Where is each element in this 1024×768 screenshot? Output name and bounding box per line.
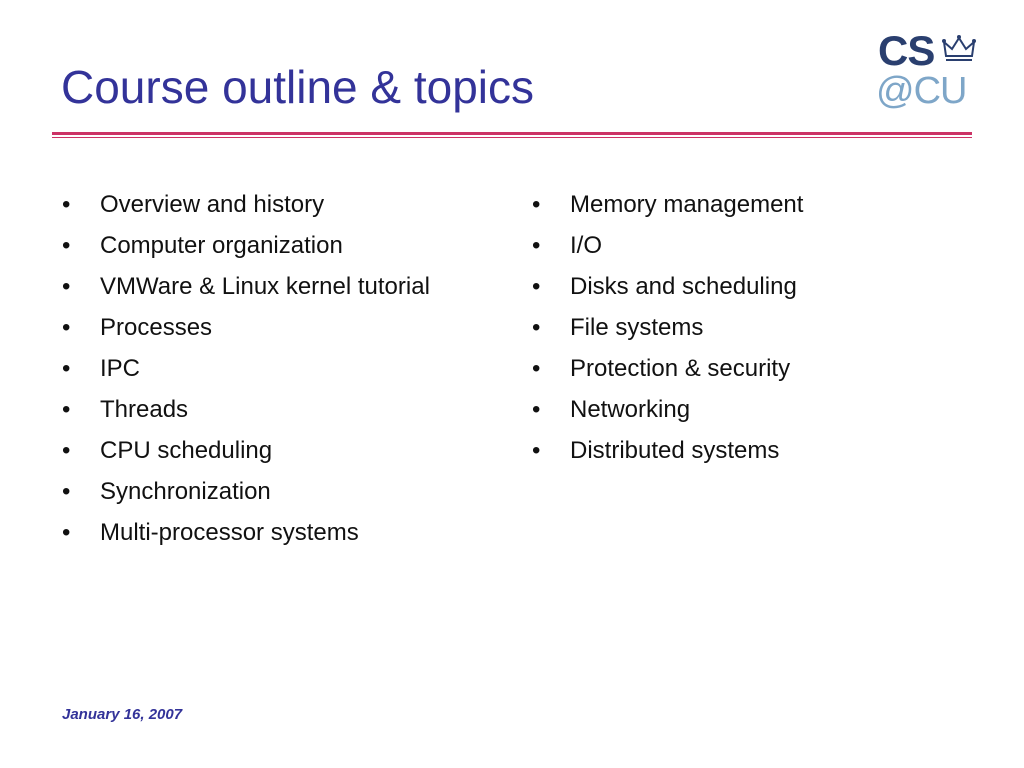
topic-item: [532, 266, 803, 307]
topic-label: I/O: [570, 232, 603, 259]
topic-item: [62, 389, 430, 430]
bullet-icon: •: [532, 437, 541, 464]
topic-item: [532, 348, 803, 389]
bullet-icon: •: [532, 232, 541, 259]
topic-label: Multi-processor systems: [100, 519, 359, 546]
cs-at-cu-logo: [872, 27, 982, 116]
slide-title: Course outline & topics: [61, 61, 535, 113]
topic-label: Threads: [100, 396, 189, 423]
bullet-icon: •: [62, 519, 71, 546]
topic-label: Processes: [100, 314, 213, 341]
footer-date: January 16, 2007: [62, 706, 183, 723]
topic-item: [532, 430, 803, 471]
logo-cs-text: CS: [878, 27, 935, 74]
bullet-icon: •: [532, 396, 541, 423]
bullet-icon: •: [62, 191, 71, 218]
topic-item: [62, 307, 430, 348]
topic-label: IPC: [100, 355, 141, 382]
topic-item: [62, 471, 430, 512]
topic-item: [62, 512, 430, 553]
bullet-icon: •: [532, 191, 541, 218]
topic-label: VMWare & Linux kernel tutorial: [100, 273, 430, 300]
topic-item: [62, 348, 430, 389]
bullet-icon: •: [62, 232, 71, 259]
topic-label: Overview and history: [100, 191, 325, 218]
topic-item: [532, 307, 803, 348]
topic-label: Protection & security: [570, 355, 791, 382]
topic-item: [532, 225, 803, 266]
topic-item: [62, 184, 430, 225]
topic-label: Networking: [570, 396, 691, 423]
bullet-icon: •: [532, 355, 541, 382]
topic-label: File systems: [570, 314, 704, 341]
title-divider-thin: [52, 137, 972, 138]
topic-label: Distributed systems: [570, 437, 780, 464]
topic-label: CPU scheduling: [100, 437, 273, 464]
bullet-icon: •: [62, 355, 71, 382]
crown-icon: [942, 34, 976, 64]
bullet-icon: •: [62, 273, 71, 300]
topic-label: Disks and scheduling: [570, 273, 797, 300]
topic-list-right: [532, 184, 803, 471]
topic-item: [62, 430, 430, 471]
bullet-icon: •: [62, 478, 71, 505]
title-divider-thick: [52, 132, 972, 135]
topic-label: Memory management: [570, 191, 804, 218]
bullet-icon: •: [532, 273, 541, 300]
topic-item: [532, 389, 803, 430]
bullet-icon: •: [62, 396, 71, 423]
bullet-icon: •: [62, 314, 71, 341]
topic-item: [62, 225, 430, 266]
topic-list-left: [62, 184, 430, 553]
logo-at-cu-text: @CU: [876, 70, 967, 112]
bullet-icon: •: [62, 437, 71, 464]
topic-label: Synchronization: [100, 478, 271, 505]
topic-item: [62, 266, 430, 307]
topic-item: [532, 184, 803, 225]
bullet-icon: •: [532, 314, 541, 341]
topic-label: Computer organization: [100, 232, 343, 259]
